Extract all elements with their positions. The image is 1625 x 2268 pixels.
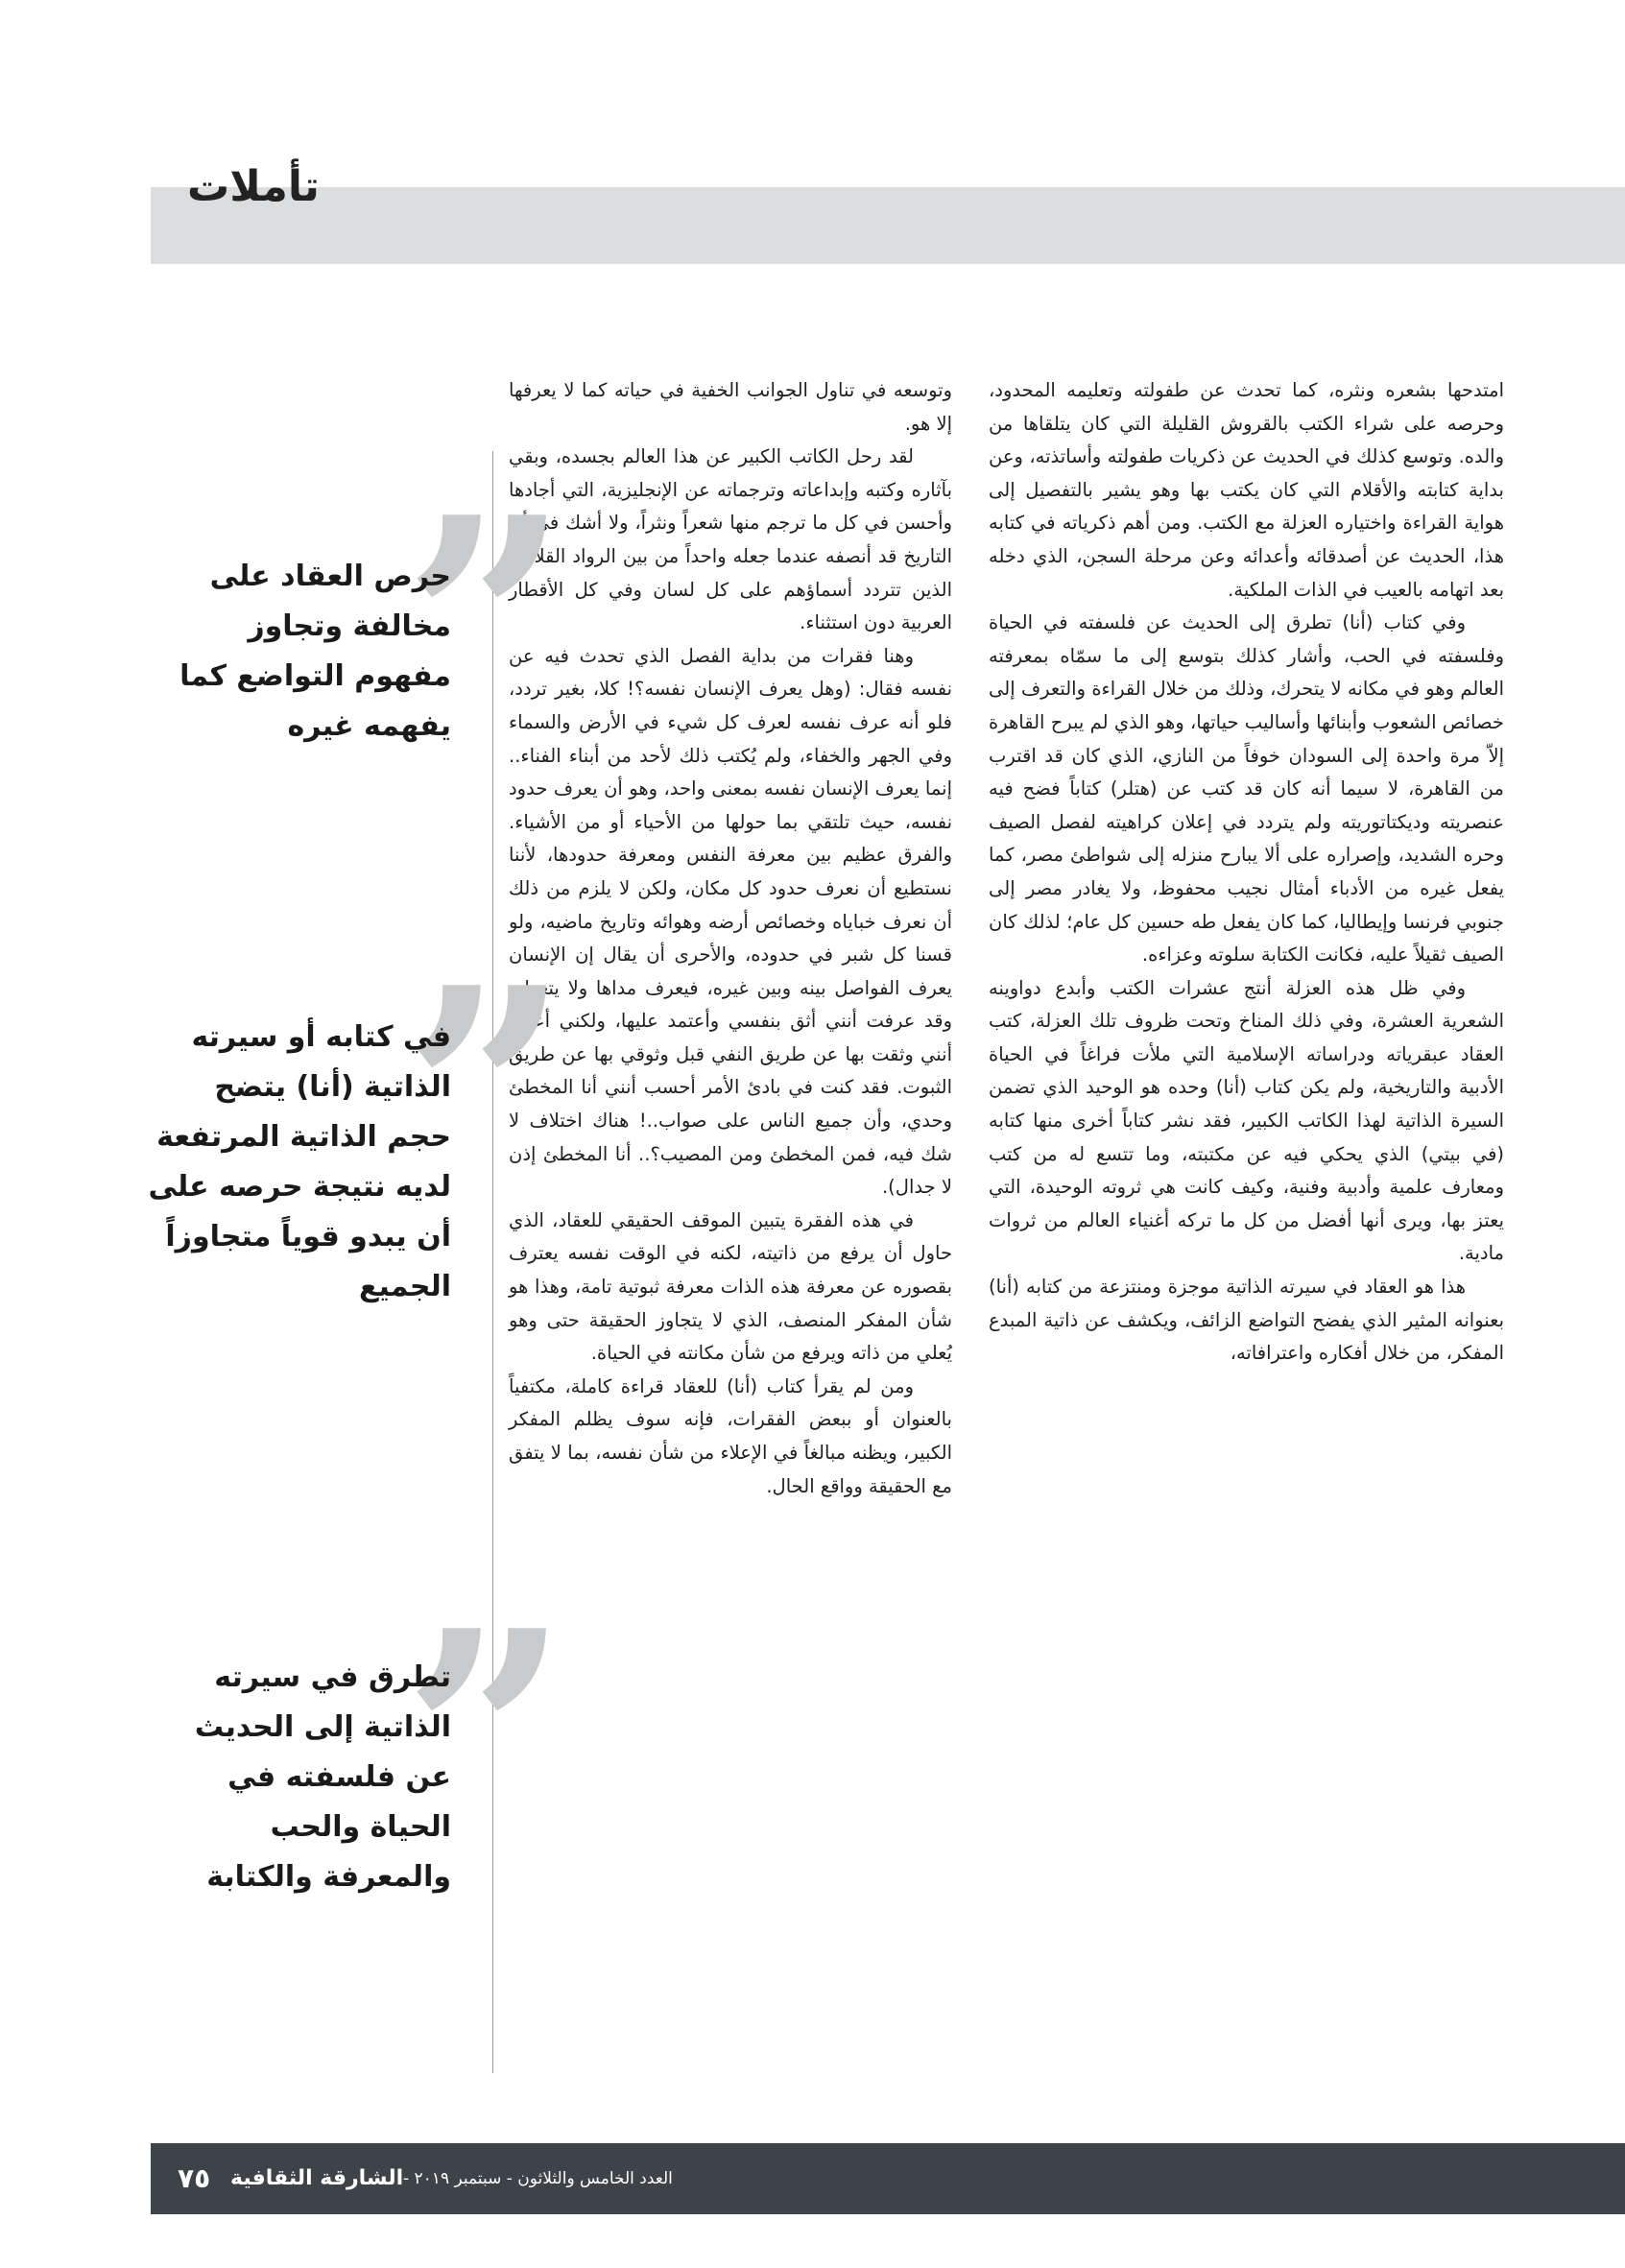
page-number: ٧٥ [178,2162,211,2194]
paragraph: وفي كتاب (أنا) تطرق إلى الحديث عن فلسفته في الحياة وفلسفته في الحب، وأشار كذلك بتوسع إلى ما سمّاه بمعرفته العالم وهو في مكانه لا يتحرك، وذلك من خلال القراءة والتعرف إلى خصائص الشعوب وأبنائها وأساليب حياتها، وهو الذي لم يبرح القاهرة إلاّ مرة واحدة إلى السودان خوفاً من النازي، الذي كان قد اقترب من القاهرة، لا سيما أنه كان قد كتب عن (هتلر) كتاباً فضح فيه عنصريته وديكتاتوريته ولم يتردد في إعلان كراهيته لفصل الصيف وحره الشديد، وإصراره على ألا يبارح منزله إلى شواطئ مصر، كما يفعل غيره من الأدباء أمثال نجيب محفوظ، ولا يغادر مصر إلى جنوبي فرنسا وإيطاليا، كما كان يفعل طه حسين كل عام؛ لذلك كان الصيف ثقيلاً عليه، فكانت الكتابة سلوته وعزاءه. [989,611,1504,967]
paragraph: وتوسعه في تناول الجوانب الخفية في حياته كما لا يعرفها إلا هو. [509,379,952,435]
quotation-mark-icon: ” [403,454,569,793]
article-column-middle [509,374,952,1503]
issue-info: العدد الخامس والثلاثون - سبتمبر ٢٠١٩ - [403,2169,673,2188]
pull-quote: حرص العقاد على مخالفة وتجاوز مفهوم التواضع كما يفهمه غيره [179,560,451,743]
paragraph: وفي ظل هذه العزلة أنتج عشرات الكتب وأبدع دواوينه الشعرية العشرة، وفي ذلك المناخ وتحت ظروف تلك العزلة، كتب العقاد عبقرياته ودراساته الإسلامية التي ملأت فراغاً في الحياة الأدبية والتاريخية، ولم يكن كتاب (أنا) وحده هو الوحيد الذي تضمن السيرة الذاتية لهذا الكاتب الكبير، فقد نشر كتاباً أخرى منها كتابه (في بيتي) الذي يحكي فيه عن مكتبته، وما تتسع له من كتب ومعارف علمية وأدبية وفنية، وكيف كانت هي ثروته الوحيدة، التي يعتز بها، ويرى أنها أفضل من كل ما تركه أغنياء العالم من ثروات مادية. [989,976,1504,1265]
paragraph: لقد رحل الكاتب الكبير عن هذا العالم بجسده، وبقي بآثاره وكتبه وإبداعاته وترجماته عن الإنجليزية، التي أجادها وأحسن في كل ما ترجم منها شعراً ونثراً، ولا أشك في أن التاريخ قد أنصفه عندما جعله واحداً من بين الرواد القلائل، الذين تتردد أسماؤهم على كل لسان وفي كل الأقطار العربية دون استثناء. [509,445,952,634]
paragraph: في هذه الفقرة يتبين الموقف الحقيقي للعقاد، الذي حاول أن يرفع من ذاتيته، لكنه في الوقت نفسه يعترف بقصوره عن معرفة هذه الذات معرفة ثبوتية تامة، وهذا هو شأن المفكر المنصف، الذي لا يتجاوز الحقيقة حتى وهو يُعلي من ذاته ويرفع من شأن مكانته في الحياة. [509,1208,952,1365]
article-column-right [989,374,1504,1371]
pull-quote: في كتابه أو سيرته الذاتية (أنا) يتضح حجم الذاتية المرتفعة لديه نتيجة حرصه على أن يبدو قوياً متجاوزاً الجميع [148,1020,451,1303]
quotation-mark-icon: ” [403,1567,569,1906]
section-title: تأملات [187,162,320,211]
paragraph: ومن لم يقرأ كتاب (أنا) للعقاد قراءة كاملة، مكتفياً بالعنوان أو ببعض الفقرات، فإنه سوف يظلم المفكر الكبير، ويظنه مبالغاً في الإعلاء من شأن نفسه، بما لا يتفق مع الحقيقة وواقع الحال. [509,1374,952,1497]
quotation-mark-icon: ” [403,924,569,1263]
paragraph: هذا هو العقاد في سيرته الذاتية موجزة ومنتزعة من كتابه (أنا) بعنوانه المثير الذي يفضح التواضع الزائف، ويكشف عن ذاتية المبدع المفكر، من خلال أفكاره واعترافاته، [989,1276,1504,1365]
magazine-logo: الشارقة الثقافية [230,2166,404,2190]
paragraph: وهنا فقرات من بداية الفصل الذي تحدث فيه عن نفسه فقال: (وهل يعرف الإنسان نفسه؟! كلا، بغير تردد، فلو أنه عرف نفسه لعرف كل شيء في الأرض والسماء وفي الجهر والخفاء، ولم يُكتب ذلك لأحد من أبناء الفناء.. إنما يعرف الإنسان نفسه بمعنى واحد، وهو أن يعرف حدود نفسه، حيث تلتقي بما حولها من الأحياء أو من الأشياء. والفرق عظيم بين معرفة النفس ومعرفة حدودها، لأننا نستطيع أن نعرف حدود كل مكان، ولكن لا يلزم من ذلك أن نعرف خباياه وخصائص أرضه وهوائه وتاريخ ماضيه، ولو قسنا كل شبر في حدوده، والأحرى أن يقال إن الإنسان يعرف الفواصل بينه وبين غيره، فيعرف مداها ولا يتعداه. وقد عرفت أنني أثق بنفسي وأعتمد عليها، ولكني أعتقد أنني وثقت بها عن طريق النفي قبل وثوقي بها عن طريق الثبوت. فقد كنت في بادئ الأمر أحسب أنني أنا المخطئ وحدي، وأن جميع الناس على صواب..! هناك اختلاف لا شك فيه، فمن المخطئ ومن المصيب؟.. أنا المخطئ إذن لا جدال). [509,644,952,1199]
pull-quote: تطرق في سيرته الذاتية إلى الحديث عن فلسفته في الحياة والحب والمعرفة والكتابة [194,1660,451,1894]
paragraph: امتدحها بشعره ونثره، كما تحدث عن طفولته وتعليمه المحدود، وحرصه على شراء الكتب بالقروش القليلة التي كان يتلقاها من والده. وتوسع كذلك في الحديث عن ذكريات طفولته وأساتذته، وعن بداية كتابته والأقلام التي كان يكتب بها وهو يشير بالتفصيل إلى هواية القراءة واختياره العزلة مع الكتب. ومن أهم ذكرياته في كتابه هذا، الحديث عن أصدقائه وأعدائه وعن مرحلة السجن، الذي دخله بعد اتهامه بالعيب في الذات الملكية. [989,379,1504,601]
